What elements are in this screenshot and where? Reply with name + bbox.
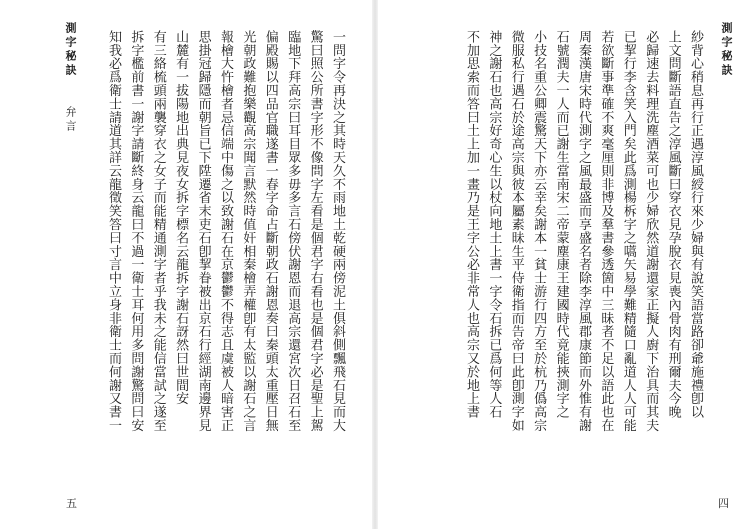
text-column: 上文問斷語直告之淳風斷曰穿衣見孕脫衣見喪內骨肉有刑爾夫今晚 bbox=[665, 30, 681, 419]
text-column: 不加思索而答曰土上加一畫乃是王字公必非常人也高宗又於地上書 bbox=[463, 30, 479, 419]
text-column: 偏殿賜以四品官職遂書一春字命占斷朝政石謝恩奏曰秦頭太重壓日無 bbox=[262, 30, 278, 432]
text-column: 周秦漢唐宋時代測字之風最盛而享盛名者除李淳風郡康節而外惟有謝 bbox=[575, 30, 591, 432]
text-column: 有三絡梳頭兩襲穿衣之女子而能精通測字者乎我未之能信當試之遂至 bbox=[150, 30, 166, 432]
text-column: 光朝政難抱樂觀高宗聞言默然時值奸相秦檜弄權卽有太監以謝石之言 bbox=[240, 30, 256, 432]
text-column: 神之謝石也高宗好奇心生以杖向地土上書一字令石拆已爲何等人石 bbox=[486, 30, 502, 419]
text-column: 驚曰照公所書字形不像問字左看是個君字右看也是個君字必是聖上駕 bbox=[307, 30, 323, 432]
text-column: 紗背心稍息再行正遇淳風綬行來少婦與有說笑語當路卻爺施禮卽以 bbox=[688, 30, 703, 419]
text-column: 報檜大忤檜者忌信端中傷之以致謝石在京鬱鬱不得志且虞被人暗害正 bbox=[217, 30, 233, 432]
text-column: 小技名重公卿震驚天下亦云幸矣謝本一貧士游行四方至於杭乃僞高宗 bbox=[531, 30, 547, 432]
left-header-section: 弁言 bbox=[64, 106, 77, 134]
right-page-text bbox=[384, 30, 706, 500]
text-column: 山麓有一拔陽地出典見夜女拆字標名云龍拆字謝石訝然曰世間安 bbox=[173, 30, 189, 406]
text-column: 石號潤夫一人而已謝生當南宋二帝蒙塵康王建國時代竟能挾測字之 bbox=[553, 30, 569, 419]
right-page bbox=[378, 0, 750, 529]
left-page bbox=[0, 0, 372, 529]
text-column: 若欲斷事準確不爽毫厘則非博及羣書參透箇中三昧者不足以語此也在 bbox=[598, 30, 614, 432]
text-column: 知我必爲衛士請道其詳云龍徵笑答曰寸言中立身非衛士而何謝又書一 bbox=[105, 30, 121, 432]
text-column: 一問字令再決之其時天久不雨地土乾硬兩傍泥土俱斜側飄飛石見而大 bbox=[330, 30, 345, 432]
right-running-header bbox=[718, 22, 734, 78]
right-header-title: 測字秘訣 bbox=[720, 22, 733, 78]
left-page-text bbox=[100, 30, 348, 500]
right-page-number: 四 bbox=[718, 497, 729, 510]
text-column: 臨地下拜高宗曰耳目眾多毋多言石傍伏謝恩而退高宗還宮次日召石至 bbox=[285, 30, 301, 432]
text-column: 已挈行李含笑入門矣此爲測楊柝字之嚆矢易學難精隨口亂道人人可能 bbox=[620, 30, 636, 432]
text-column: 思掛冠歸隱而朝旨已下陞遷省末吏石卽挈眷被出京石行經湖南邊界見 bbox=[195, 30, 211, 432]
text-column: 拆字檻前書一謝字請斷終身云龍曰不過一衛士耳何用多問謝驚問曰安 bbox=[128, 30, 144, 432]
left-running-header bbox=[62, 22, 78, 134]
left-header-title: 測字秘訣 bbox=[64, 22, 77, 78]
text-column: 微服私行遇石於途高宗與彼本屬素昧生平侍衛指而告帝曰此卽測字如 bbox=[508, 30, 524, 432]
text-column: 必歸速去料理洗塵酒菜可也少婦欣然道謝還家正擬人廚下治具而其夫 bbox=[643, 30, 659, 432]
left-page-number: 五 bbox=[66, 497, 77, 510]
